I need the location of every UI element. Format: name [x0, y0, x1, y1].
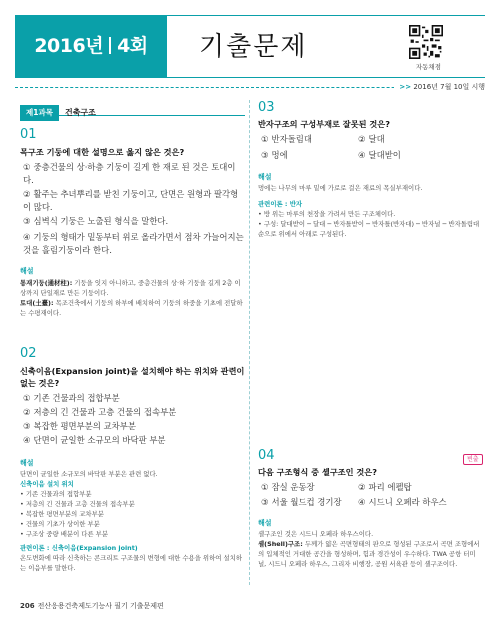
column-divider	[249, 100, 250, 585]
list-item: • 구성: 달대받이 ─ 달대 ─ 반자틀받이 ─ 반자틀(반자대) ─ 반자널 ─ 반자돌림대 순으로 위에서 아래로 구성된다.	[258, 220, 480, 238]
frequent-badge: 빈출	[463, 454, 483, 465]
explanation-text	[20, 278, 245, 318]
answer-choice[interactable]: ② 파리 에펠탑	[358, 482, 412, 492]
explanation-heading: 해설	[258, 173, 272, 181]
exam-date-text: 2016년 7월 10일 시행	[413, 83, 485, 91]
question-number: 01	[20, 127, 37, 142]
list-item: • 건물의 기초가 상이한 부분	[20, 520, 100, 528]
answer-choice[interactable]: ④ 기둥의 형태가 밑동부터 위로 올라가면서 점차 가늘어지는 것을 흘림기둥이라 한다.	[23, 232, 244, 255]
answer-choice[interactable]: ② 활주는 추녀뿌리를 받친 기둥이고, 단면은 원형과 팔각형이 많다.	[23, 189, 239, 212]
book-title: 전산응용건축제도기능사 필기 기출문제편	[37, 602, 164, 610]
answer-choice[interactable]: ② 저층의 긴 건물과 고층 건물의 접속부분	[23, 407, 177, 417]
answer-choice[interactable]: ③ 서울 월드컵 경기장	[261, 497, 342, 507]
list-item: • 복잡한 평면부분의 교차부분	[20, 510, 104, 518]
answer-choice[interactable]: ③ 심벽식 기둥은 노출된 형식을 말한다.	[23, 216, 169, 226]
answer-choice[interactable]: ④ 단면이 균일한 소규모의 바닥판 부분	[23, 435, 166, 445]
exam-round-block	[15, 15, 167, 78]
subject-tag: 제1과목	[20, 105, 59, 121]
explanation-text	[258, 529, 483, 569]
explanation-heading: 해설	[20, 267, 34, 275]
subject-name: 건축구조	[64, 108, 96, 117]
exam-date	[394, 80, 485, 94]
question-number: 02	[20, 346, 37, 361]
explanation-text	[258, 183, 483, 239]
question-text: 목구조 기둥에 대한 설명으로 옳지 않은 것은?	[20, 147, 185, 157]
explanation-subheading: 신축이음 설치 위치	[20, 480, 74, 488]
subject-heading	[20, 100, 245, 116]
answer-choice[interactable]: ③ 멍에	[261, 150, 288, 160]
answer-choice[interactable]: ④ 달대받이	[358, 150, 401, 160]
exam-year: 2016년	[34, 35, 104, 57]
question-text: 신축이음(Expansion joint)을 설치해야 하는 위치와 관련이 없는 것은?	[20, 366, 245, 388]
list-item: • 기존 건물과의 접합부분	[20, 490, 92, 498]
question-text: 반자구조의 구성부재로 잘못된 것은?	[258, 119, 390, 129]
related-theory-heading: 관련이론 : 신축이음(Expansion joint)	[20, 544, 138, 552]
title-block	[167, 15, 485, 78]
answer-choice[interactable]: ① 잠실 운동장	[261, 482, 315, 492]
exam-round-label	[15, 15, 167, 78]
page-header	[15, 15, 485, 78]
explanation-line: 셸(Shell)구조: 두께가 얇은 곡면형태의 판으로 형성된 구조로서 곡면 조형에서의 입체적인 거대한 공간을 형성하며, 힘과 경간성이 우수하다. TWA 공항 터미널, 시드니 오페라 하우스, 그리자 비행장, 공원 서육관 등이 셸구조이다.	[258, 540, 480, 568]
explanation-line: 통재기둥(通材柱): 기둥을 잇지 아니하고, 중층건물의 상·하 기둥을 길게 2층 이상까지 단일재로 만든 기둥이다.	[20, 279, 241, 297]
exam-date-line	[15, 80, 485, 94]
answer-choice[interactable]: ① 반자돌림대	[261, 134, 312, 144]
double-chevron-icon: >>	[399, 83, 412, 91]
related-theory-text: 온도변화에 따라 신축하는 콘크리트 구조물의 변형에 대한 수용을 위하여 설치하는 이음부를 말한다.	[20, 554, 243, 572]
round-separator	[109, 37, 111, 54]
page-title: 기출문제	[199, 32, 308, 62]
explanation-line: 단면이 균일한 소규모의 바닥판 부분은 관련 없다.	[20, 470, 158, 478]
answer-choice[interactable]: ① 기존 건물과의 접합부분	[23, 393, 120, 403]
question-text: 다음 구조형식 중 셸구조인 것은?	[258, 467, 377, 477]
question-number: 03	[258, 100, 275, 115]
page-footer	[20, 601, 164, 611]
explanation-heading: 해설	[258, 519, 272, 527]
answer-choice[interactable]: ① 중층건물의 상·하층 기둥이 길게 한 재로 된 것은 토대이다.	[23, 162, 236, 185]
list-item: • 저층의 긴 건물과 고층 건물의 접속부분	[20, 500, 135, 508]
explanation-line: 멍에는 나무의 마루 밑에 가로로 걸은 재료의 목실부재이다.	[258, 184, 423, 192]
page-number: 206	[20, 602, 35, 610]
exam-round: 4회	[117, 35, 148, 57]
answer-choice[interactable]: ② 달대	[358, 134, 385, 144]
qr-code-icon[interactable]	[409, 25, 443, 59]
explanation-line: 토대(土臺): 목조건축에서 기둥의 하부에 배치하여 기둥의 하중을 기초에 전달하는 수평재이다.	[20, 299, 243, 317]
qr-code-label: 자동채점	[415, 63, 441, 71]
list-item: • 방 위는 마루의 천장을 가려서 만든 구조체이다.	[258, 210, 396, 218]
explanation-text	[20, 469, 245, 573]
related-theory-heading: 관련이론 : 반자	[258, 200, 303, 208]
answer-choice[interactable]: ④ 시드니 오페라 하우스	[358, 497, 447, 507]
explanation-line: 셸구조인 것은 시드니 오페라 하우스이다.	[258, 530, 374, 538]
explanation-heading: 해설	[20, 459, 34, 467]
question-number: 04	[258, 448, 275, 463]
answer-choice[interactable]: ③ 복잡한 평면부분의 교차부분	[23, 421, 136, 431]
list-item: • 구조상 중량 배분이 다른 부분	[20, 530, 109, 538]
